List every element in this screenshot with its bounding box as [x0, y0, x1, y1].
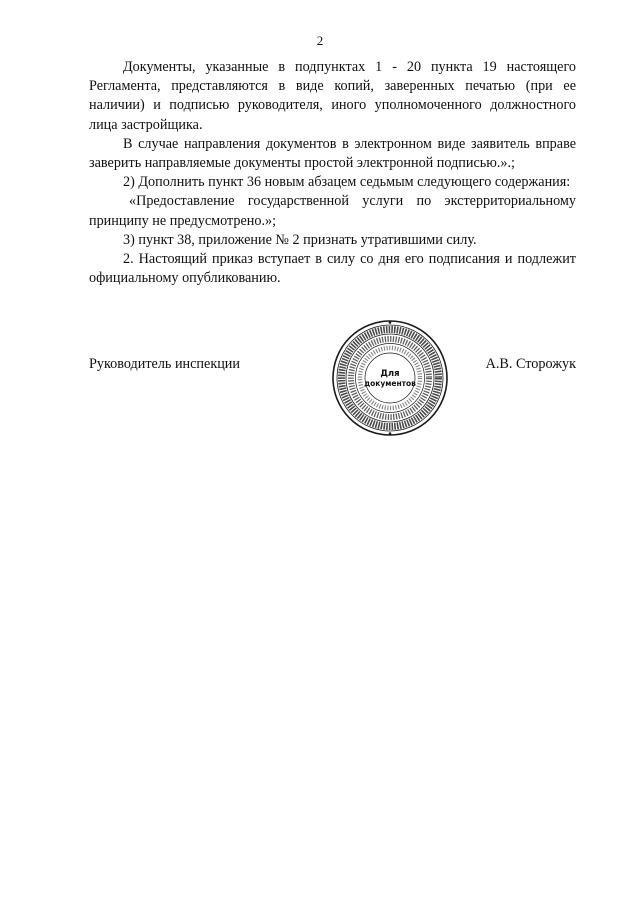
seal-graphic [330, 318, 450, 438]
seal-center-line1: Для [380, 369, 400, 379]
paragraph-amend-point-36: 2) Дополнить пункт 36 новым абзацем седьмым следующего содержания: [123, 174, 571, 191]
paragraph-entry-into-force: 2. Настоящий приказ вступает в силу со дня его подписания и подлежит официальному опубликованию. [89, 251, 576, 287]
paragraph-point-38-void: 3) пункт 38, приложение № 2 признать утратившими силу. [123, 231, 477, 248]
seal-center-line2: документов [364, 379, 416, 388]
signer-name: А.В. Сторожук [485, 356, 576, 372]
paragraph-extraterritorial: «Предоставление государственной услуги по экстерриториальному принципу не предусмотрено.»; [89, 193, 576, 229]
document-body [89, 58, 576, 288]
page-number: 2 [316, 33, 324, 48]
official-seal [330, 318, 450, 438]
paragraph-electronic-signature: В случае направления документов в электронном виде заявитель вправе заверить направляемые документы простой электронной подписью.».; [89, 135, 576, 172]
signer-role: Руководитель инспекции [89, 356, 240, 372]
paragraph-copies-certification: Документы, указанные в подпунктах 1 - 20 пункта 19 настоящего Регламента, представляются в виде копий, заверенных печатью (при ее наличии) и подписью руководителя, иного уполномоченного должностного лица застройщика. [89, 59, 576, 133]
